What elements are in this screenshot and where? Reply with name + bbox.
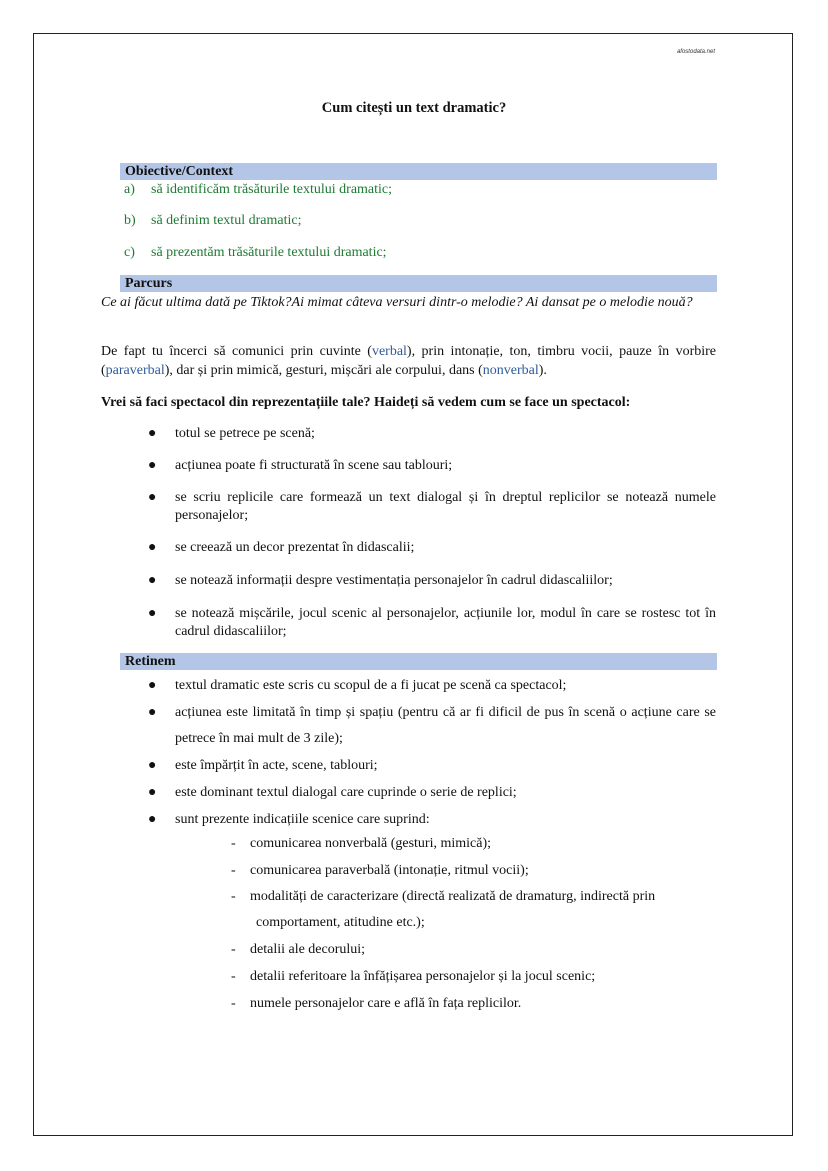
sub-item [231, 884, 716, 936]
dash-marker: - [231, 863, 236, 878]
sub-item-text: comunicarea paraverbală (intonație, ritmul vocii); [250, 863, 529, 878]
bullet-icon: ● [148, 705, 157, 720]
bullet-icon: ● [148, 678, 157, 693]
list-item [148, 700, 716, 752]
dash-marker: - [231, 942, 236, 957]
bullet-icon: ● [148, 606, 157, 621]
term-verbal: verbal [371, 344, 407, 359]
sub-item [231, 991, 716, 1017]
list-item [148, 425, 716, 443]
bullet-icon: ● [148, 758, 157, 773]
term-paraverbal: paraverbal [105, 363, 165, 378]
list-item-text: se creează un decor prezentat în didascalii; [175, 540, 415, 555]
bullet-icon: ● [148, 426, 157, 441]
list-item-text: textul dramatic este scris cu scopul de a fi jucat pe scenă ca spectacol; [175, 678, 567, 693]
dash-marker: - [231, 889, 236, 904]
list-item [148, 572, 716, 590]
sub-item [231, 937, 716, 963]
sub-item [231, 858, 716, 884]
bullet-icon: ● [148, 540, 157, 555]
communication-paragraph [101, 342, 716, 380]
objective-item [124, 245, 387, 261]
objective-item [124, 213, 301, 229]
objective-label: c) [124, 245, 135, 260]
sub-item [231, 964, 716, 990]
paragraph-text: ), dar și prin mimică, gesturi, mișcări ale corpului, dans ( [164, 363, 483, 378]
list-item [148, 673, 716, 699]
list-item-text: se notează mișcările, jocul scenic al personajelor, acțiunile lor, modul în care se rostesc tot în cadrul didascaliilor; [175, 606, 716, 639]
objective-item [124, 182, 392, 198]
list-item-text: se notează informații despre vestimentația personajelor în cadrul didascaliilor; [175, 573, 613, 588]
list-item-text: este împărțit în acte, scene, tablouri; [175, 758, 378, 773]
term-nonverbal: nonverbal [482, 363, 539, 378]
paragraph-text: De fapt tu încerci să comunici prin cuvinte ( [101, 344, 372, 359]
list-item [148, 489, 716, 524]
bullet-icon: ● [148, 458, 157, 473]
sub-item-text: numele personajelor care e află în fața replicilor. [250, 996, 522, 1011]
paragraph-text: ). [538, 363, 547, 378]
parcurs-heading: Parcurs [120, 275, 717, 292]
list-item [148, 780, 716, 806]
dash-marker: - [231, 969, 236, 984]
sub-item-text: comportament, atitudine etc.); [256, 915, 425, 930]
list-item-text: totul se petrece pe scenă; [175, 426, 315, 441]
objective-label: a) [124, 182, 135, 197]
list-item [148, 539, 716, 557]
page-title: Cum citești un text dramatic? [321, 100, 507, 116]
list-item [148, 807, 716, 833]
bullet-icon: ● [148, 573, 157, 588]
objective-text: să identificăm trăsăturile textului dramatic; [151, 182, 393, 197]
list-item-text: este dominant textul dialogal care cuprinde o serie de replici; [175, 785, 517, 800]
sub-item-text: detalii referitoare la înfățișarea personajelor și la jocul scenic; [250, 969, 596, 984]
objective-label: b) [124, 213, 136, 228]
objective-text: să prezentăm trăsăturile textului dramatic; [151, 245, 387, 260]
list-item [148, 605, 716, 640]
retinem-heading: Retinem [120, 653, 717, 670]
objective-text: să definim textul dramatic; [151, 213, 302, 228]
spectacol-heading: Vrei să faci spectacol din reprezentațiile tale? Haideți să vedem cum se face un spectacol: [101, 395, 631, 410]
objectives-heading: Obiective/Context [120, 163, 717, 180]
paragraph-text: ), prin intonație, ton, timbru vocii, pauze în vorbire ( [101, 344, 716, 378]
dash-marker: - [231, 996, 236, 1011]
dash-marker: - [231, 836, 236, 851]
intro-question: Ce ai făcut ultima dată pe Tiktok?Ai mimat câteva versuri dintr-o melodie? Ai dansat pe o melodie nouă? [101, 295, 693, 310]
list-item-text: sunt prezente indicațiile scenice care suprind: [175, 812, 430, 827]
sub-item [231, 831, 716, 857]
sub-item-text: comunicarea nonverbală (gesturi, mimică); [250, 836, 492, 851]
list-item [148, 753, 716, 779]
list-item [148, 457, 716, 475]
list-item-text: se scriu replicile care formează un text dialogal și în dreptul replicilor se notează numele personajelor; [175, 490, 716, 523]
bullet-icon: ● [148, 812, 157, 827]
site-watermark: afostodata.net [676, 49, 715, 55]
bullet-icon: ● [148, 785, 157, 800]
sub-item-text: modalități de caracterizare (directă realizată de dramaturg, indirectă prin [250, 889, 656, 904]
list-item-text: acțiunea poate fi structurată în scene sau tablouri; [175, 458, 453, 473]
bullet-icon: ● [148, 490, 157, 505]
sub-item-text: detalii ale decorului; [250, 942, 366, 957]
list-item-text: acțiunea este limitată în timp și spațiu (pentru că ar fi dificil de pus în scenă o acțiune care se petrece în mai mult de 3 zile); [175, 705, 716, 746]
